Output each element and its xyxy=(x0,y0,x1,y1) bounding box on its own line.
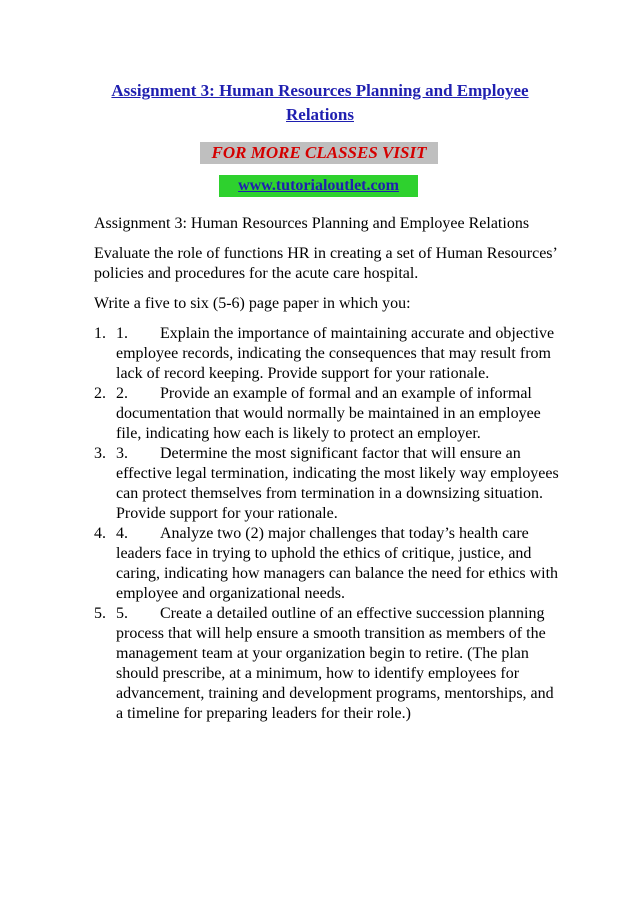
list-item-number: 1. xyxy=(94,325,106,342)
list-item-number: 2. xyxy=(94,385,106,402)
list-item-text: Create a detailed outline of an effective succession planning process that will help ensure a smooth transition as members of the management team at your organization begin to retire. (The plan should prescribe, at a minimum, how to identify employees for advancement, training and development programs, mentorships, and a timeline for preparing leaders for their role.) xyxy=(116,605,554,722)
list-item-text: Analyze two (2) major challenges that today’s health care leaders face in trying to uphold the ethics of critique, justice, and caring, indicating how managers can balance the need for ethics with employee and organizational needs. xyxy=(116,525,559,602)
list-item-subnumber: 2. xyxy=(116,385,128,402)
instruction-paragraph: Write a five to six (5-6) page paper in which you: xyxy=(94,295,411,312)
list-item xyxy=(94,444,564,524)
page-title: Assignment 3: Human Resources Planning and Employee Relations xyxy=(111,81,529,124)
list-item-number: 3. xyxy=(94,445,106,462)
document-body xyxy=(94,214,564,724)
list-item xyxy=(94,524,564,604)
requirements-list xyxy=(94,324,564,724)
list-item-text: Provide an example of formal and an example of informal documentation that would normally be maintained in an employee file, indicating how each is likely to protect an employer. xyxy=(116,385,541,442)
list-item-subnumber: 1. xyxy=(116,325,128,342)
list-item-number: 5. xyxy=(94,605,106,622)
list-item-text: Determine the most significant factor that will ensure an effective legal termination, indicating the most likely way employees can protect themselves from termination in a downsizing situation. Provide support for your rationale. xyxy=(116,445,559,522)
list-item-text: Explain the importance of maintaining accurate and objective employee records, indicating the consequences that may result from lack of record keeping. Provide support for your rationale. xyxy=(116,325,555,382)
list-item-subnumber: 5. xyxy=(116,605,128,622)
promo-banner: FOR MORE CLASSES VISIT xyxy=(200,142,438,164)
list-item-subnumber: 3. xyxy=(116,445,128,462)
list-item xyxy=(94,384,564,444)
list-item xyxy=(94,324,564,384)
list-item-subnumber: 4. xyxy=(116,525,128,542)
intro-paragraph: Evaluate the role of functions HR in creating a set of Human Resources’ policies and procedures for the acute care hospital. xyxy=(94,245,557,282)
website-link[interactable]: www.tutorialoutlet.com xyxy=(219,175,418,197)
list-item-number: 4. xyxy=(94,525,106,542)
body-heading: Assignment 3: Human Resources Planning and Employee Relations xyxy=(94,215,530,232)
list-item xyxy=(94,604,564,724)
